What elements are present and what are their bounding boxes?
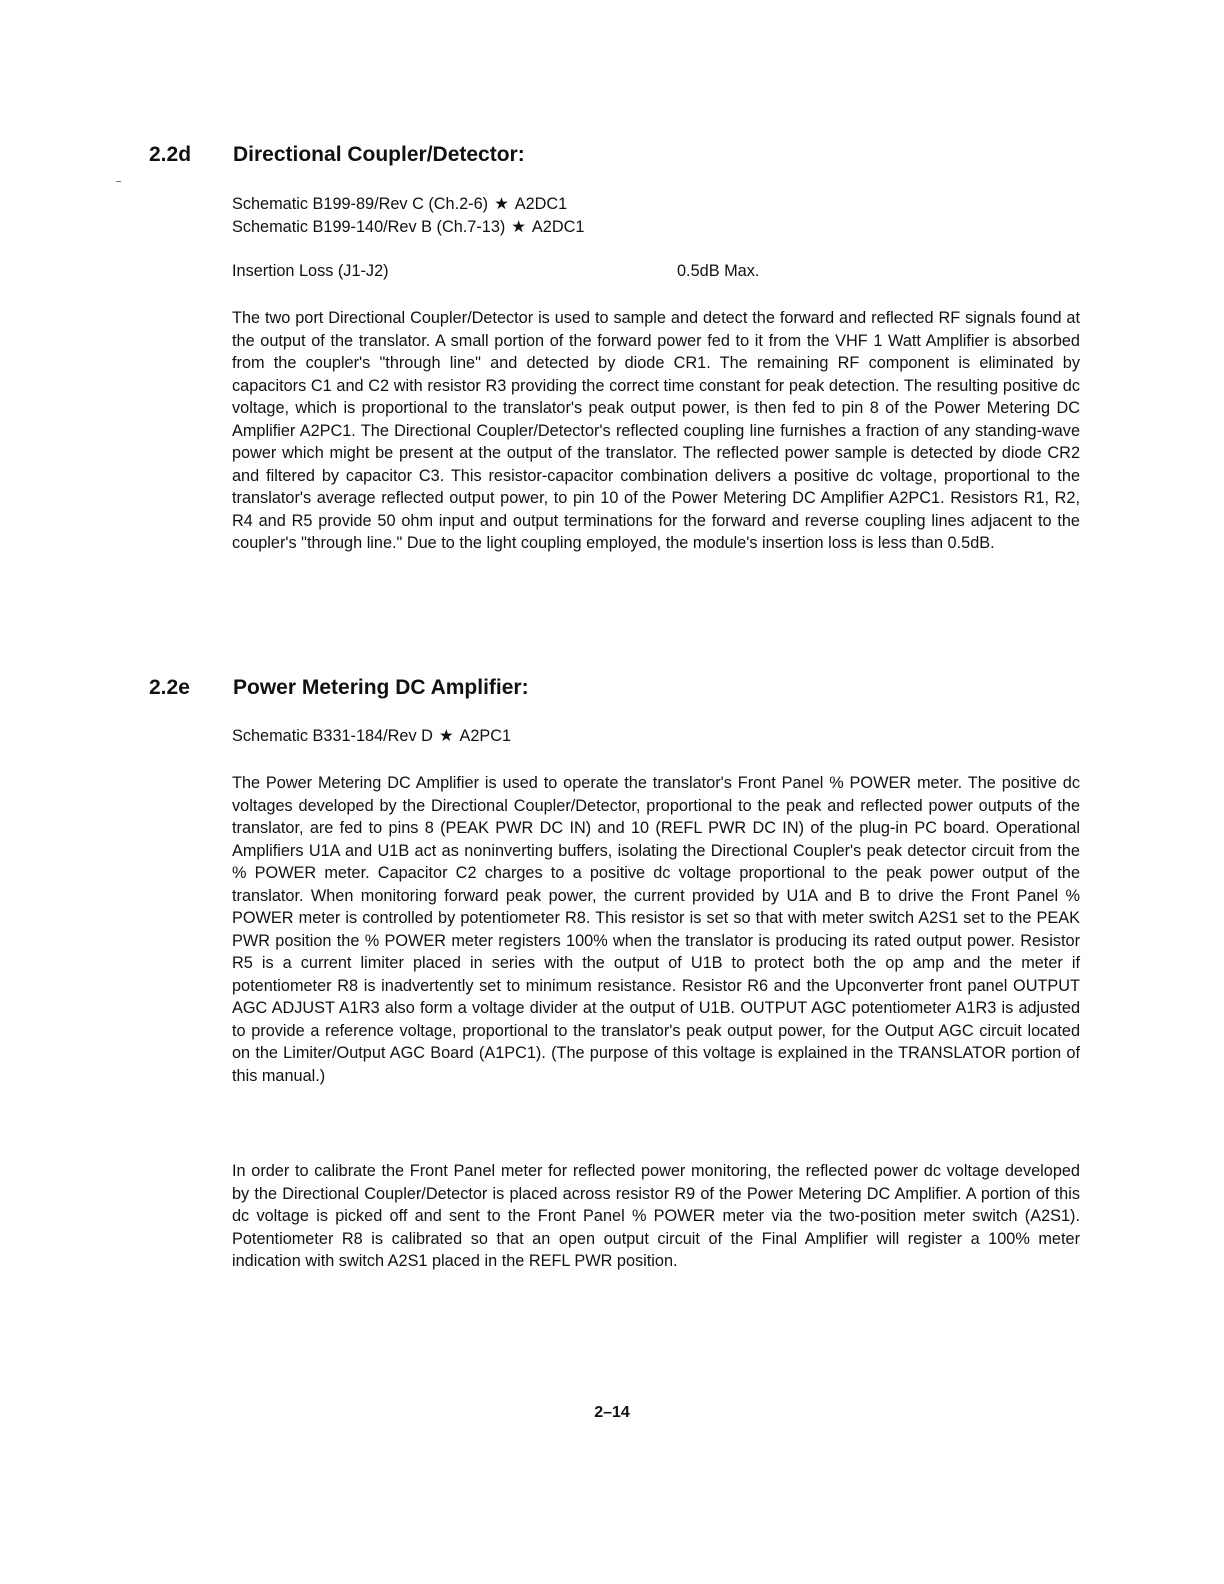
spec-label: Insertion Loss (J1-J2) [232,262,389,280]
paragraph: The Power Metering DC Amplifier is used to operate the translator's Front Panel % POWER meter. The positive dc voltages developed by the Directional Coupler/Detector, proportional to the peak and reflected power outputs of the translator, are fed to pins 8 (PEAK PWR DC IN) and 10 (REFL PWR DC IN) of the plug-in PC board. Operational Amplifiers U1A and U1B act as noninverting buffers, isolating the Directional Coupler's peak detector circuit from the % POWER meter. Capacitor C2 charges to a positive dc voltage proportional to the peak power output of the translator. When monitoring forward peak power, the current provided by U1A and B to drive the Front Panel % POWER meter is controlled by potentiometer R8. This resistor is set so that with meter switch A2S1 set to the PEAK PWR position the % POWER meter registers 100% when the translator is producing its rated output power. Resistor R5 is a current limiter placed in series with the output of U1B to protect both the op amp and the meter if potentiometer R8 is inadvertently set to minimum resistance. Resistor R6 and the Upconverter front panel OUTPUT AGC ADJUST A1R3 also form a voltage divider at the output of U1B. OUTPUT AGC potentiometer A1R3 is adjusted to provide a reference voltage, proportional to the translator's peak output power, for the Output AGC circuit located on the Limiter/Output AGC Board (A1PC1). (The purpose of this voltage is explained in the TRANSLATOR portion of this manual.) [232,774,1080,1085]
section-directional-coupler [0,143,1224,173]
section-number: 2.2e [149,676,190,699]
paragraph-block [232,307,1080,555]
star-icon: ★ [438,727,454,745]
schematic-ref: A2DC1 [531,217,585,236]
schematic-line [232,193,1080,216]
paragraph-block [232,1160,1080,1273]
schematic-line [232,725,1080,748]
spec-table [232,260,1080,282]
section-power-metering [0,676,1224,706]
schematic-text: Schematic B199-140/Rev B (Ch.7-13) [232,217,506,236]
schematic-text: Schematic B331-184/Rev D [232,727,433,745]
schematic-list [232,725,1080,748]
section-number: 2.2d [149,143,192,166]
scan-artifact [116,181,121,182]
section-title: Directional Coupler/Detector: [233,143,525,166]
paragraph-block [232,772,1080,1087]
schematic-ref: A2PC1 [459,727,512,745]
spec-row [232,260,1080,282]
paragraph: The two port Directional Coupler/Detector is used to sample and detect the forward and reflected RF signals found at the output of the translator. A small portion of the forward power fed to it from the VHF 1 Watt Amplifier is absorbed from the coupler's "through line" and detected by diode CR1. The remaining RF component is eliminated by capacitors C1 and C2 with resistor R3 providing the correct time constant for peak detection. The resulting positive dc voltage, which is proportional to the translator's peak output power, is then fed to pin 8 of the Power Metering DC Amplifier A2PC1. The Directional Coupler/Detector's reflected coupling line furnishes a fraction of any standing-wave power which might be present at the output of the translator. The reflected power sample is detected by diode CR2 and filtered by capacitor C3. This resistor-capacitor combination delivers a positive dc voltage, proportional to the translator's average reflected output power, to pin 10 of the Power Metering DC Amplifier A2PC1. Resistors R1, R2, R4 and R5 provide 50 ohm input and output terminations for the forward and reverse coupling lines adjacent to the coupler's "through line." Due to the light coupling employed, the module's insertion loss is less than 0.5dB. [232,309,1080,552]
schematic-line [232,216,1080,239]
schematic-ref: A2DC1 [514,195,568,213]
section-heading [0,143,1224,173]
section-heading [0,676,1224,706]
schematic-text: Schematic B199-89/Rev C (Ch.2-6) [232,195,489,213]
page-number: 2–14 [594,1404,630,1421]
paragraph: In order to calibrate the Front Panel meter for reflected power monitoring, the reflected power dc voltage developed by the Directional Coupler/Detector is placed across resistor R9 of the Power Metering DC Amplifier. A portion of this dc voltage is picked off and sent to the Front Panel % POWER meter via the two-position meter switch (A2S1). Potentiometer R8 is calibrated so that an open output circuit of the Final Amplifier will register a 100% meter indication with switch A2S1 placed in the REFL PWR position. [232,1162,1080,1270]
section-title: Power Metering DC Amplifier: [233,676,529,699]
schematic-list [232,193,1080,238]
spec-value: 0.5dB Max. [677,262,760,280]
star-icon: ★ [511,217,526,236]
star-icon: ★ [494,195,509,213]
